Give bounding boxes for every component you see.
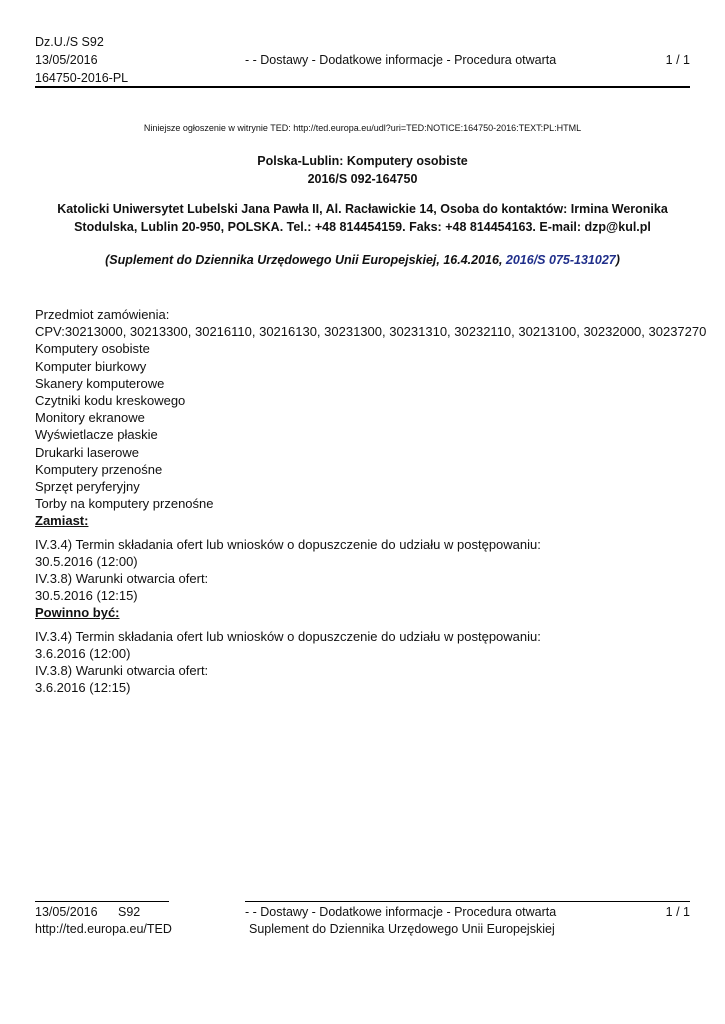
footer-date: 13/05/2016 xyxy=(35,905,98,919)
instead-line: IV.3.4) Termin składania ofert lub wniosków o dopuszczenie do udziału w postępowaniu: xyxy=(35,536,541,552)
header-meta xyxy=(35,33,128,87)
contracting-authority xyxy=(35,200,690,236)
header-doc-id: 164750-2016-PL xyxy=(35,71,129,85)
footer-rule-right xyxy=(245,901,690,902)
header-title: - - Dostawy - Dodatkowe informacje - Procedura otwarta xyxy=(245,53,557,67)
should-be-line: 3.6.2016 (12:15) xyxy=(35,680,131,696)
should-be-line: IV.3.4) Termin składania ofert lub wniosków o dopuszczenie do udziału w postępowaniu: xyxy=(35,628,541,644)
subject-item: Wyświetlacze płaskie xyxy=(35,427,158,443)
subject-item: Komputer biurkowy xyxy=(35,358,147,374)
ted-notice-line: Niniejsze ogłoszenie w witrynie TED: http://ted.europa.eu/udl?uri=TED:NOTICE:164750-2016:TEXT:PL:HTML xyxy=(143,123,582,133)
notice-title-line2: 2016/S 092-164750 xyxy=(307,172,418,186)
footer-url[interactable]: http://ted.europa.eu/TED xyxy=(35,922,172,936)
subject-item: Sprzęt peryferyjny xyxy=(35,479,140,495)
supplement-prefix: (Suplement do Dziennika Urzędowego Unii Europejskiej, 16.4.2016, xyxy=(105,253,506,267)
footer-subtitle: Suplement do Dziennika Urzędowego Unii Europejskiej xyxy=(249,922,555,936)
notice-title-line1: Polska-Lublin: Komputery osobiste xyxy=(257,154,468,168)
supplement-suffix: ) xyxy=(615,253,620,267)
subject-label: Przedmiot zamówienia: xyxy=(35,307,170,322)
contracting-line2: Stodulska, Lublin 20-950, POLSKA. Tel.: +48 814454159. Faks: +48 814454163. E-mail: dzp@kul.pl xyxy=(74,220,651,234)
footer-rule-left xyxy=(35,901,169,902)
subject-item: Drukarki laserowe xyxy=(35,444,140,460)
header-page: 1 / 1 xyxy=(665,53,690,67)
subject-item: Torby na komputery przenośne xyxy=(35,496,214,512)
instead-line: IV.3.8) Warunki otwarcia ofert: xyxy=(35,571,209,587)
subject-item: Czytniki kodu kreskowego xyxy=(35,393,186,409)
header-rule xyxy=(35,86,690,88)
supplement-link[interactable]: 2016/S 075-131027 xyxy=(505,253,616,267)
header-ref: Dz.U./S S92 xyxy=(35,35,104,49)
should-be-heading: Powinno być: xyxy=(35,605,120,621)
instead-line: 30.5.2016 (12:00) xyxy=(35,553,138,569)
subject-item: Skanery komputerowe xyxy=(35,375,165,391)
cpv-codes: CPV:30213000, 30213300, 30216110, 30216130, 30231300, 30231310, 30232110, 30213100, 30232000, 30237270 xyxy=(35,324,707,340)
instead-heading: Zamiast: xyxy=(35,513,89,529)
footer-page: 1 / 1 xyxy=(665,905,690,919)
footer-title: - - Dostawy - Dodatkowe informacje - Procedura otwarta xyxy=(245,905,557,919)
header-date: 13/05/2016 xyxy=(35,53,98,67)
subject-item: Komputery przenośne xyxy=(35,461,163,477)
subject-item: Monitory ekranowe xyxy=(35,410,145,426)
notice-title xyxy=(35,152,690,188)
subject-item: Komputery osobiste xyxy=(35,341,150,357)
notice-body xyxy=(35,306,706,696)
supplement-reference xyxy=(35,253,690,267)
contracting-line1: Katolicki Uniwersytet Lubelski Jana Pawła II, Al. Racławickie 14, Osoba do kontaktów: Irmina Weronika xyxy=(57,202,668,216)
footer-series: S92 xyxy=(118,905,141,919)
should-be-line: IV.3.8) Warunki otwarcia ofert: xyxy=(35,663,209,679)
should-be-line: 3.6.2016 (12:00) xyxy=(35,645,131,661)
instead-line: 30.5.2016 (12:15) xyxy=(35,588,138,604)
